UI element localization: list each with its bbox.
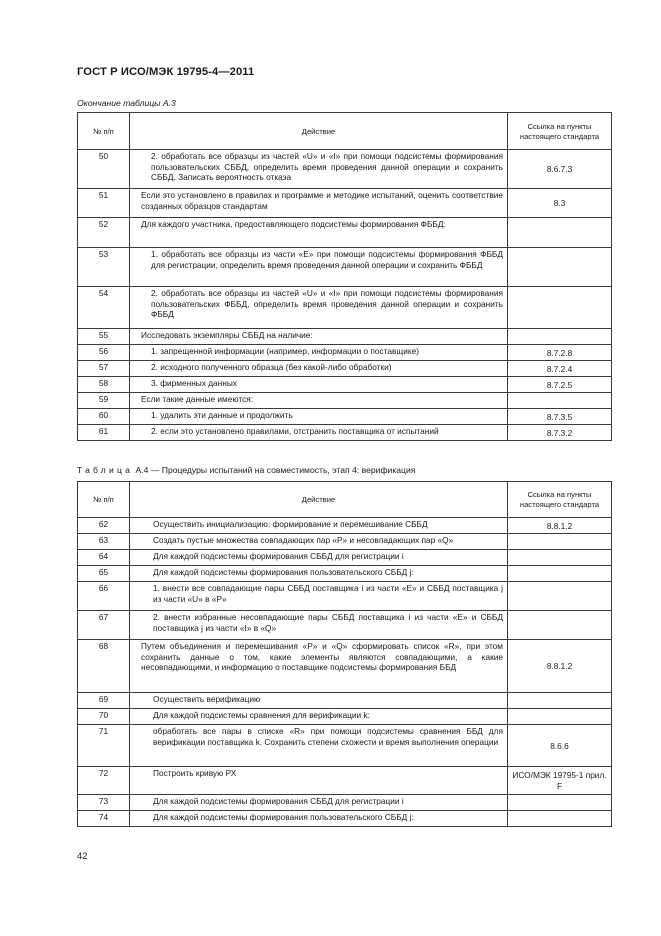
row-action: Если это установлено в правилах и программе и методике испытаний, оценить соответствие созданных образцов стандартам	[130, 189, 508, 218]
row-reference: 8.7.2.4	[508, 361, 612, 377]
row-reference	[508, 534, 612, 550]
row-reference: ИСО/МЭК 19795-1 прил. F	[508, 767, 612, 795]
row-action: 1. обработать все образцы из части «E» при помощи подсистемы формирования ФББД для регистрации, определить время проведения данной операции и сохранить ФББД	[130, 248, 508, 287]
row-reference	[508, 709, 612, 725]
table-row	[78, 550, 612, 566]
column-header-number: № п/п	[78, 482, 130, 518]
table-header-row	[78, 113, 612, 150]
row-number: 56	[78, 345, 130, 361]
row-number: 62	[78, 518, 130, 534]
row-action: Осуществить инициализацию: формирование и перемешивание СББД	[130, 518, 508, 534]
row-reference: 8.6.6	[508, 725, 612, 767]
row-number: 51	[78, 189, 130, 218]
table-row	[78, 329, 612, 345]
row-number: 67	[78, 611, 130, 640]
table-row	[78, 725, 612, 767]
row-action: Для каждой подсистемы формирования СББД для регистрации i	[130, 795, 508, 811]
row-action: 1. удалить эти данные и продолжить	[130, 409, 508, 425]
row-number: 61	[78, 425, 130, 441]
table-a4-caption-text: А.4 — Процедуры испытаний на совместимость, этап 4: верификация	[135, 465, 416, 475]
row-action: 1. запрещенной информации (например, информации о поставщике)	[130, 345, 508, 361]
column-header-action: Действие	[130, 113, 508, 150]
row-reference	[508, 611, 612, 640]
table-row	[78, 693, 612, 709]
table-row	[78, 361, 612, 377]
row-action: 3. фирменных данных	[130, 377, 508, 393]
column-header-reference: Ссылка на пункты настоящего стандарта	[508, 482, 612, 518]
row-number: 71	[78, 725, 130, 767]
column-header-action: Действие	[130, 482, 508, 518]
table-row	[78, 393, 612, 409]
row-number: 66	[78, 582, 130, 611]
document-header: ГОСТ Р ИСО/МЭК 19795-4—2011	[77, 66, 255, 78]
row-reference	[508, 550, 612, 566]
row-number: 60	[78, 409, 130, 425]
row-reference: 8.8.1.2	[508, 640, 612, 693]
table-row	[78, 287, 612, 329]
row-action: 2. обработать все образцы из частей «U» и «I» при помощи подсистемы формирования пользовательских СББД, определить время проведения данной операции и сохранить СББД. Записать вероятность отказа	[130, 150, 508, 189]
table-a4-caption-label: Таблица	[77, 465, 134, 475]
table-row	[78, 811, 612, 827]
row-reference	[508, 566, 612, 582]
row-number: 54	[78, 287, 130, 329]
table-a3-caption: Окончание таблицы А.3	[77, 98, 176, 108]
table-row	[78, 709, 612, 725]
row-number: 70	[78, 709, 130, 725]
row-action: Построить кривую РХ	[130, 767, 508, 795]
row-action: Для каждой подсистемы формирования СББД для регистрации i	[130, 550, 508, 566]
row-action: Путем объединения и перемешивания «P» и «Q» сформировать список «R», при этом сохранить данные о том, какие элементы являются совпадающими, а какие несовпадающими, и информацию о поставщике подсистемы формирования ББД	[130, 640, 508, 693]
row-reference	[508, 393, 612, 409]
table-row	[78, 248, 612, 287]
row-action: Осуществить верификацию	[130, 693, 508, 709]
table-row	[78, 582, 612, 611]
row-action: 2. исходного полученного образца (без какой-либо обработки)	[130, 361, 508, 377]
column-header-number: № п/п	[78, 113, 130, 150]
table-a4	[77, 481, 612, 827]
row-reference: 8.3	[508, 189, 612, 218]
table-row	[78, 518, 612, 534]
table-row	[78, 189, 612, 218]
table-row	[78, 409, 612, 425]
row-number: 73	[78, 795, 130, 811]
row-reference: 8.7.2.5	[508, 377, 612, 393]
row-number: 57	[78, 361, 130, 377]
row-number: 69	[78, 693, 130, 709]
row-number: 65	[78, 566, 130, 582]
table-row	[78, 377, 612, 393]
row-action: Для каждой подсистемы формирования пользовательского СББД j:	[130, 566, 508, 582]
row-number: 63	[78, 534, 130, 550]
row-action: Исследовать экземпляры СББД на наличие:	[130, 329, 508, 345]
row-action: Для каждой подсистемы формирования пользовательского СББД j:	[130, 811, 508, 827]
row-number: 52	[78, 218, 130, 248]
row-number: 58	[78, 377, 130, 393]
row-number: 72	[78, 767, 130, 795]
table-a3	[77, 112, 612, 441]
table-row	[78, 795, 612, 811]
row-reference: 8.8.1.2	[508, 518, 612, 534]
table-row	[78, 566, 612, 582]
row-action: 2. если это установлено правилами, отстранить поставщика от испытаний	[130, 425, 508, 441]
table-row	[78, 345, 612, 361]
row-number: 68	[78, 640, 130, 693]
page-number: 42	[77, 850, 88, 861]
row-action: Для каждого участника, предоставляющего подсистемы формирования ФББД:	[130, 218, 508, 248]
row-reference: 8.7.3.2	[508, 425, 612, 441]
table-row	[78, 218, 612, 248]
row-reference: 8.6.7.3	[508, 150, 612, 189]
row-action: 2. внести избранные несовпадающие пары СББД поставщика i из части «E» и СББД поставщика j из части «I» в «Q»	[130, 611, 508, 640]
row-reference	[508, 693, 612, 709]
row-action: Создать пустые множества совпадающих пар «P» и несовпадающих пар «Q»	[130, 534, 508, 550]
row-reference	[508, 582, 612, 611]
row-action: 1. внести все совпадающие пары СББД поставщика i из части «E» и СББД поставщика j из части «U» в «P»	[130, 582, 508, 611]
row-number: 59	[78, 393, 130, 409]
row-number: 53	[78, 248, 130, 287]
table-row	[78, 767, 612, 795]
row-number: 55	[78, 329, 130, 345]
row-number: 74	[78, 811, 130, 827]
row-reference: 8.7.3.5	[508, 409, 612, 425]
row-reference	[508, 811, 612, 827]
column-header-reference: Ссылка на пункты настоящего стандарта	[508, 113, 612, 150]
row-reference	[508, 329, 612, 345]
row-action: 2. обработать все образцы из частей «U» и «I» при помощи подсистемы формирования пользовательских ФББД, определить время проведения данной операции и сохранить ФББД	[130, 287, 508, 329]
row-number: 50	[78, 150, 130, 189]
table-row	[78, 425, 612, 441]
row-reference	[508, 218, 612, 248]
row-reference	[508, 287, 612, 329]
table-row	[78, 534, 612, 550]
row-action: Если такие данные имеются:	[130, 393, 508, 409]
table-row	[78, 150, 612, 189]
row-reference	[508, 248, 612, 287]
table-row	[78, 611, 612, 640]
table-header-row	[78, 482, 612, 518]
row-action: обработать все пары в списке «R» при помощи подсистемы сравнения ББД для верификации поставщика k. Сохранить степени схожести и время выполнения операции	[130, 725, 508, 767]
row-reference: 8.7.2.8	[508, 345, 612, 361]
table-a4-caption	[77, 465, 415, 475]
row-reference	[508, 795, 612, 811]
table-row	[78, 640, 612, 693]
row-number: 64	[78, 550, 130, 566]
row-action: Для каждой подсистемы сравнения для верификации k:	[130, 709, 508, 725]
